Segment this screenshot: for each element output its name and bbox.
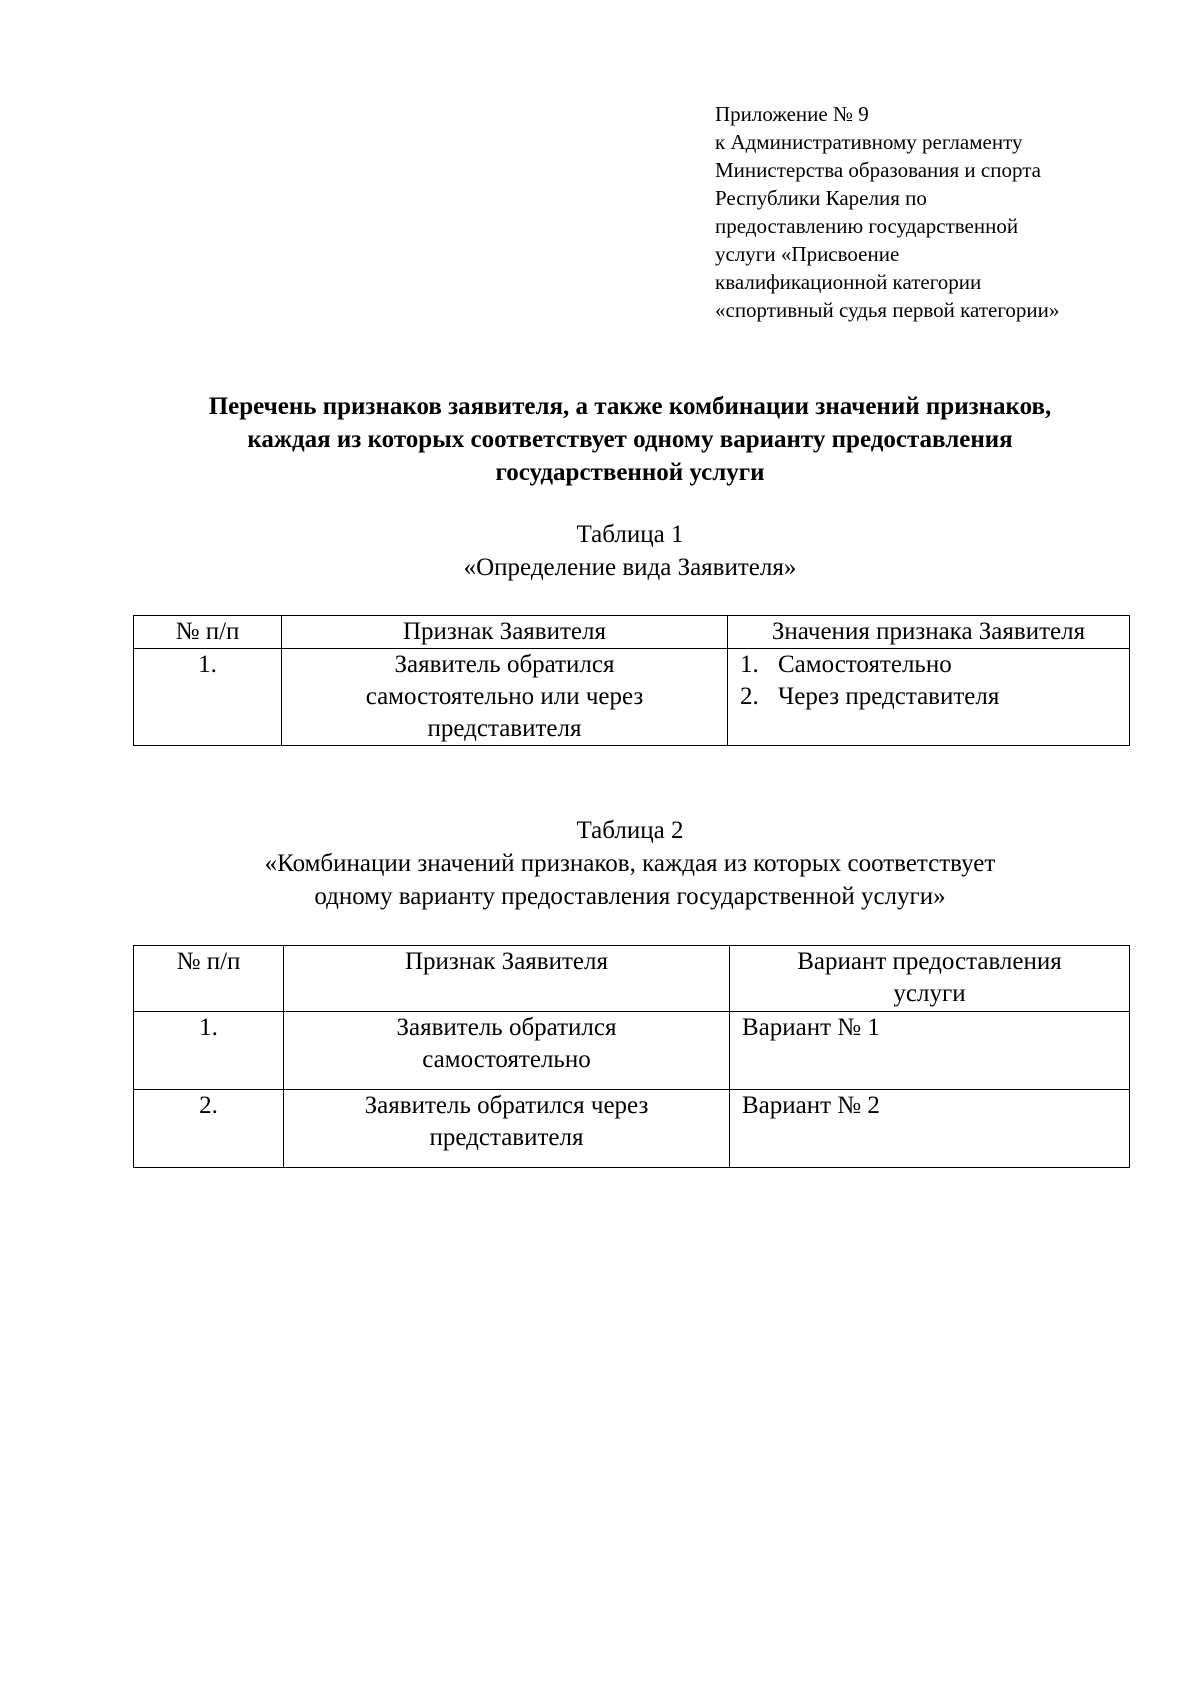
appendix-line: «спортивный судья первой категории» bbox=[715, 298, 1060, 322]
feature-cell bbox=[282, 649, 728, 746]
feature-line: самостоятельно bbox=[422, 1046, 591, 1073]
appendix-line: услуги «Присвоение bbox=[715, 242, 900, 266]
appendix-line: Приложение № 9 bbox=[715, 102, 869, 126]
title-line: государственной услуги bbox=[495, 459, 765, 486]
list-item-text: Самостоятельно bbox=[778, 651, 952, 678]
header-cell bbox=[730, 946, 1130, 1012]
values-cell bbox=[728, 649, 1130, 746]
title-line: каждая из которых соответствует одному варианту предоставления bbox=[247, 426, 1013, 453]
feature-cell bbox=[284, 1090, 730, 1168]
title-line: Перечень признаков заявителя, а также комбинации значений признаков, bbox=[208, 393, 1052, 420]
header-line: услуги bbox=[893, 980, 966, 1007]
row-number-cell: 2. bbox=[134, 1090, 284, 1168]
appendix-line: к Административному регламенту bbox=[715, 130, 1023, 154]
list-item bbox=[740, 681, 1123, 713]
table-row bbox=[134, 1090, 1130, 1168]
document-title bbox=[100, 390, 1160, 489]
table-header-row bbox=[134, 616, 1130, 649]
feature-line: представителя bbox=[429, 1124, 584, 1151]
feature-line: самостоятельно или через bbox=[365, 683, 644, 710]
appendix-line: Министерства образования и спорта bbox=[715, 158, 1041, 182]
appendix-line: Республики Карелия по bbox=[715, 186, 927, 210]
row-number-cell: 1. bbox=[134, 1012, 284, 1090]
header-cell: Признак Заявителя bbox=[282, 616, 728, 649]
list-item bbox=[740, 649, 1123, 681]
list-item-text: Через представителя bbox=[778, 683, 1000, 710]
caption-line: Таблица 2 bbox=[576, 817, 684, 844]
appendix-line: квалификационной категории bbox=[715, 270, 982, 294]
list-item-number: 2. bbox=[740, 683, 759, 710]
caption-line: «Комбинации значений признаков, каждая из которых соответствует bbox=[264, 850, 996, 877]
table1-caption bbox=[100, 518, 1160, 584]
row-number-cell: 1. bbox=[134, 649, 282, 746]
header-line: Вариант предоставления bbox=[797, 948, 1062, 975]
caption-line: Таблица 1 bbox=[576, 521, 684, 548]
list-item-number: 1. bbox=[740, 651, 759, 678]
appendix-line: предоставлению государственной bbox=[715, 214, 1019, 238]
header-cell: Значения признака Заявителя bbox=[728, 616, 1130, 649]
header-cell: № п/п bbox=[134, 616, 282, 649]
appendix-header bbox=[715, 100, 1135, 324]
feature-line: Заявитель обратился bbox=[394, 651, 615, 678]
header-cell: № п/п bbox=[134, 946, 284, 1012]
caption-line: «Определение вида Заявителя» bbox=[463, 554, 797, 581]
caption-line: одному варианту предоставления государственной услуги» bbox=[314, 883, 946, 910]
table-header-row bbox=[134, 946, 1130, 1012]
table-row bbox=[134, 1012, 1130, 1090]
table2-caption bbox=[100, 814, 1160, 913]
feature-line: Заявитель обратился bbox=[396, 1014, 617, 1041]
variant-cell: Вариант № 1 bbox=[730, 1012, 1130, 1090]
table1 bbox=[133, 615, 1130, 746]
feature-line: представителя bbox=[427, 715, 582, 742]
feature-cell bbox=[284, 1012, 730, 1090]
header-cell: Признак Заявителя bbox=[284, 946, 730, 1012]
variant-cell: Вариант № 2 bbox=[730, 1090, 1130, 1168]
table2 bbox=[133, 945, 1130, 1168]
table-row bbox=[134, 649, 1130, 746]
feature-line: Заявитель обратился через bbox=[364, 1092, 649, 1119]
